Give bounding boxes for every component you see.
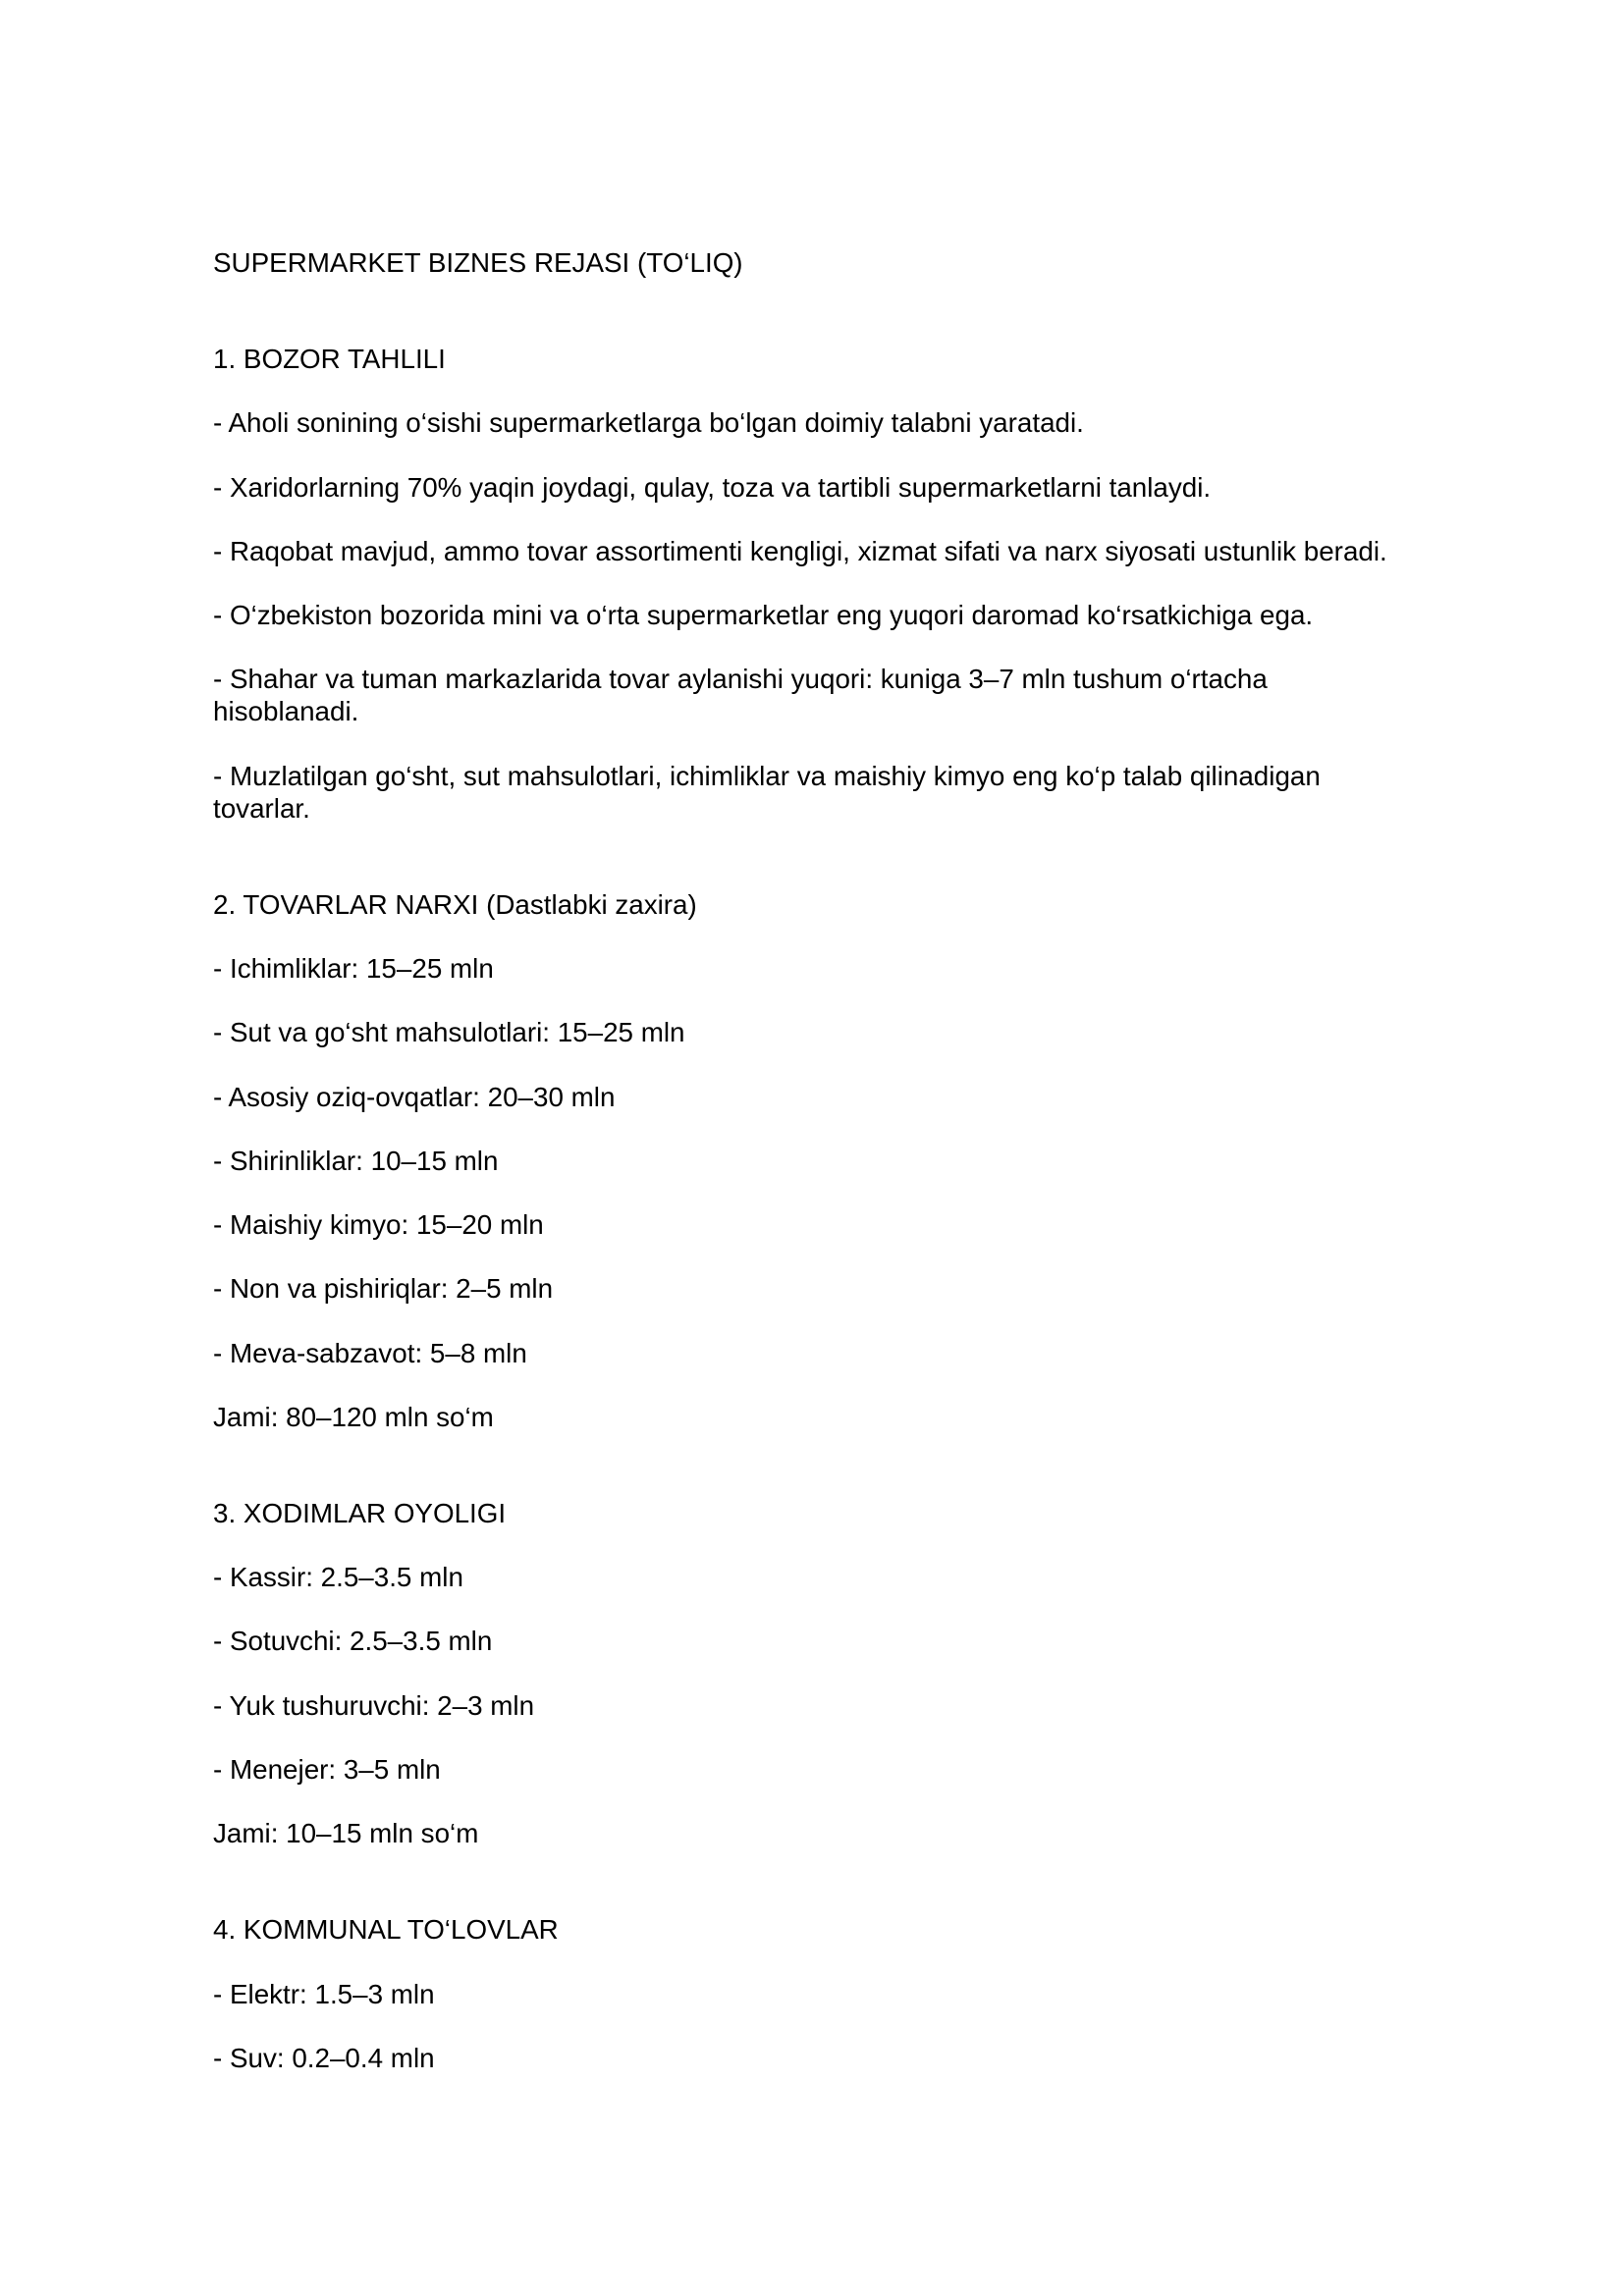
section-2-item: - Non va pishiriqlar: 2–5 mln bbox=[213, 1273, 554, 1305]
section-1-item: - Muzlatilgan go‘sht, sut mahsulotlari, ichimliklar va maishiy kimyo eng ko‘p talab qilinadigan tovarlar. bbox=[213, 760, 1321, 824]
section-4-heading: 4. KOMMUNAL TO‘LOVLAR bbox=[213, 1914, 559, 1946]
section-2-total: Jami: 80–120 mln so‘m bbox=[213, 1401, 494, 1432]
section-2-item: - Ichimliklar: 15–25 mln bbox=[213, 953, 494, 985]
section-1-item: - Shahar va tuman markazlarida tovar aylanishi yuqori: kuniga 3–7 mln tushum o‘rtacha hisoblanadi. bbox=[213, 664, 1268, 727]
section-kommunal-tolovlar bbox=[213, 1881, 1489, 2073]
section-2-item: - Meva-sabzavot: 5–8 mln bbox=[213, 1337, 527, 1368]
section-2-item: - Maishiy kimyo: 15–20 mln bbox=[213, 1209, 544, 1241]
section-1-item: - Xaridorlarning 70% yaqin joydagi, qulay, toza va tartibli supermarketlarni tanlaydi. bbox=[213, 471, 1212, 503]
document-title: SUPERMARKET BIZNES REJASI (TO‘LIQ) bbox=[213, 247, 743, 278]
section-2-item: - Sut va go‘sht mahsulotlari: 15–25 mln bbox=[213, 1017, 685, 1048]
section-1-item: - O‘zbekiston bozorida mini va o‘rta supermarketlar eng yuqori daromad ko‘rsatkichiga ega. bbox=[213, 600, 1314, 631]
section-tovarlar-narxi bbox=[213, 856, 1489, 1433]
section-1-heading: 1. BOZOR TAHLILI bbox=[213, 344, 446, 375]
section-3-total: Jami: 10–15 mln so‘m bbox=[213, 1818, 479, 1849]
section-3-item: - Yuk tushuruvchi: 2–3 mln bbox=[213, 1689, 535, 1721]
section-1-item: - Raqobat mavjud, ammo tovar assortimenti kengligi, xizmat sifati va narx siyosati ustunlik beradi. bbox=[213, 535, 1387, 566]
section-3-item: - Menejer: 3–5 mln bbox=[213, 1753, 441, 1785]
section-3-item: - Kassir: 2.5–3.5 mln bbox=[213, 1562, 463, 1593]
section-xodimlar-oyoligi bbox=[213, 1465, 1489, 1849]
section-2-heading: 2. TOVARLAR NARXI (Dastlabki zaxira) bbox=[213, 888, 697, 920]
section-bozor-tahlili bbox=[213, 310, 1489, 824]
document-body bbox=[213, 246, 1489, 2106]
section-4-item: - Elektr: 1.5–3 mln bbox=[213, 1978, 435, 2009]
section-4-item: - Suv: 0.2–0.4 mln bbox=[213, 2042, 435, 2073]
section-1-item: - Aholi sonining o‘sishi supermarketlarga bo‘lgan doimiy talabni yaratadi. bbox=[213, 407, 1084, 439]
section-2-item: - Asosiy oziq-ovqatlar: 20–30 mln bbox=[213, 1081, 616, 1112]
section-3-heading: 3. XODIMLAR OYOLIGI bbox=[213, 1497, 507, 1528]
section-3-item: - Sotuvchi: 2.5–3.5 mln bbox=[213, 1626, 493, 1657]
section-2-item: - Shirinliklar: 10–15 mln bbox=[213, 1145, 499, 1176]
